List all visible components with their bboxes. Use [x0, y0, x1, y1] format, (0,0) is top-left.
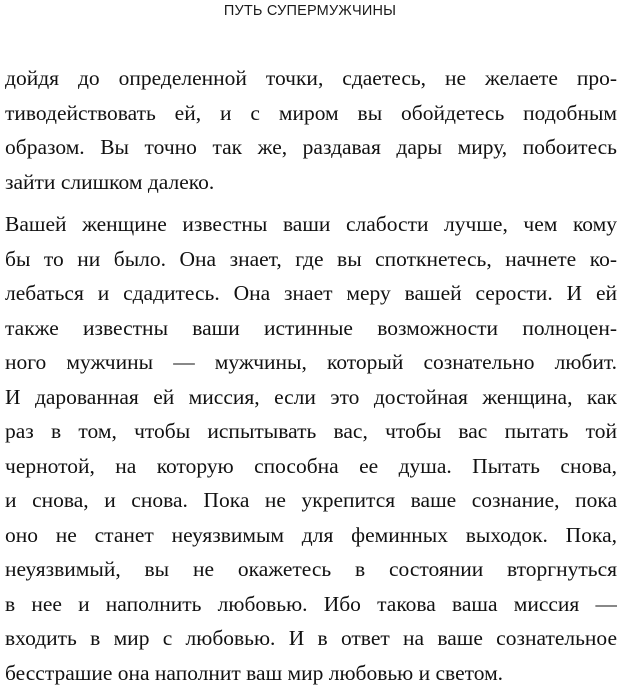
paragraph-1: [5, 61, 617, 199]
paragraph-2: [5, 207, 617, 690]
text-line: дойдя до определенной точки, сдаетесь, не желаете про-: [5, 61, 617, 96]
text-line: оно не станет неуязвимым для феминных выходок. Пока,: [5, 518, 617, 553]
text-line: также известны ваши истинные возможности полноцен-: [5, 311, 617, 346]
text-line: И дарованная ей миссия, если это достойная женщина, как: [5, 380, 617, 415]
text-line: неуязвимый, вы не окажетесь в состоянии вторгнуться: [5, 552, 617, 587]
text-line: зайти слишком далеко.: [5, 165, 617, 200]
text-line: тиводействовать ей, и с миром вы обойдетесь подобным: [5, 96, 617, 131]
text-line: бы то ни было. Она знает, где вы споткнетесь, начнете ко-: [5, 242, 617, 277]
running-header: ПУТЬ СУПЕРМУЖЧИНЫ: [0, 3, 620, 19]
text-line: чернотой, на которую способна ее душа. Пытать снова,: [5, 449, 617, 484]
text-line: ного мужчины — мужчины, который сознательно любит.: [5, 345, 617, 380]
text-line: и снова, и снова. Пока не укрепится ваше сознание, пока: [5, 483, 617, 518]
text-line: бесстрашие она наполнит ваш мир любовью и светом.: [5, 656, 617, 690]
text-line: лебаться и сдадитесь. Она знает меру вашей серости. И ей: [5, 276, 617, 311]
text-line: образом. Вы точно так же, раздавая дары миру, побоитесь: [5, 130, 617, 165]
text-line: в нее и наполнить любовью. Ибо такова ваша миссия —: [5, 587, 617, 622]
text-line: Вашей женщине известны ваши слабости лучше, чем кому: [5, 207, 617, 242]
text-line: раз в том, чтобы испытывать вас, чтобы вас пытать той: [5, 414, 617, 449]
text-line: входить в мир с любовью. И в ответ на ваше сознательное: [5, 621, 617, 656]
